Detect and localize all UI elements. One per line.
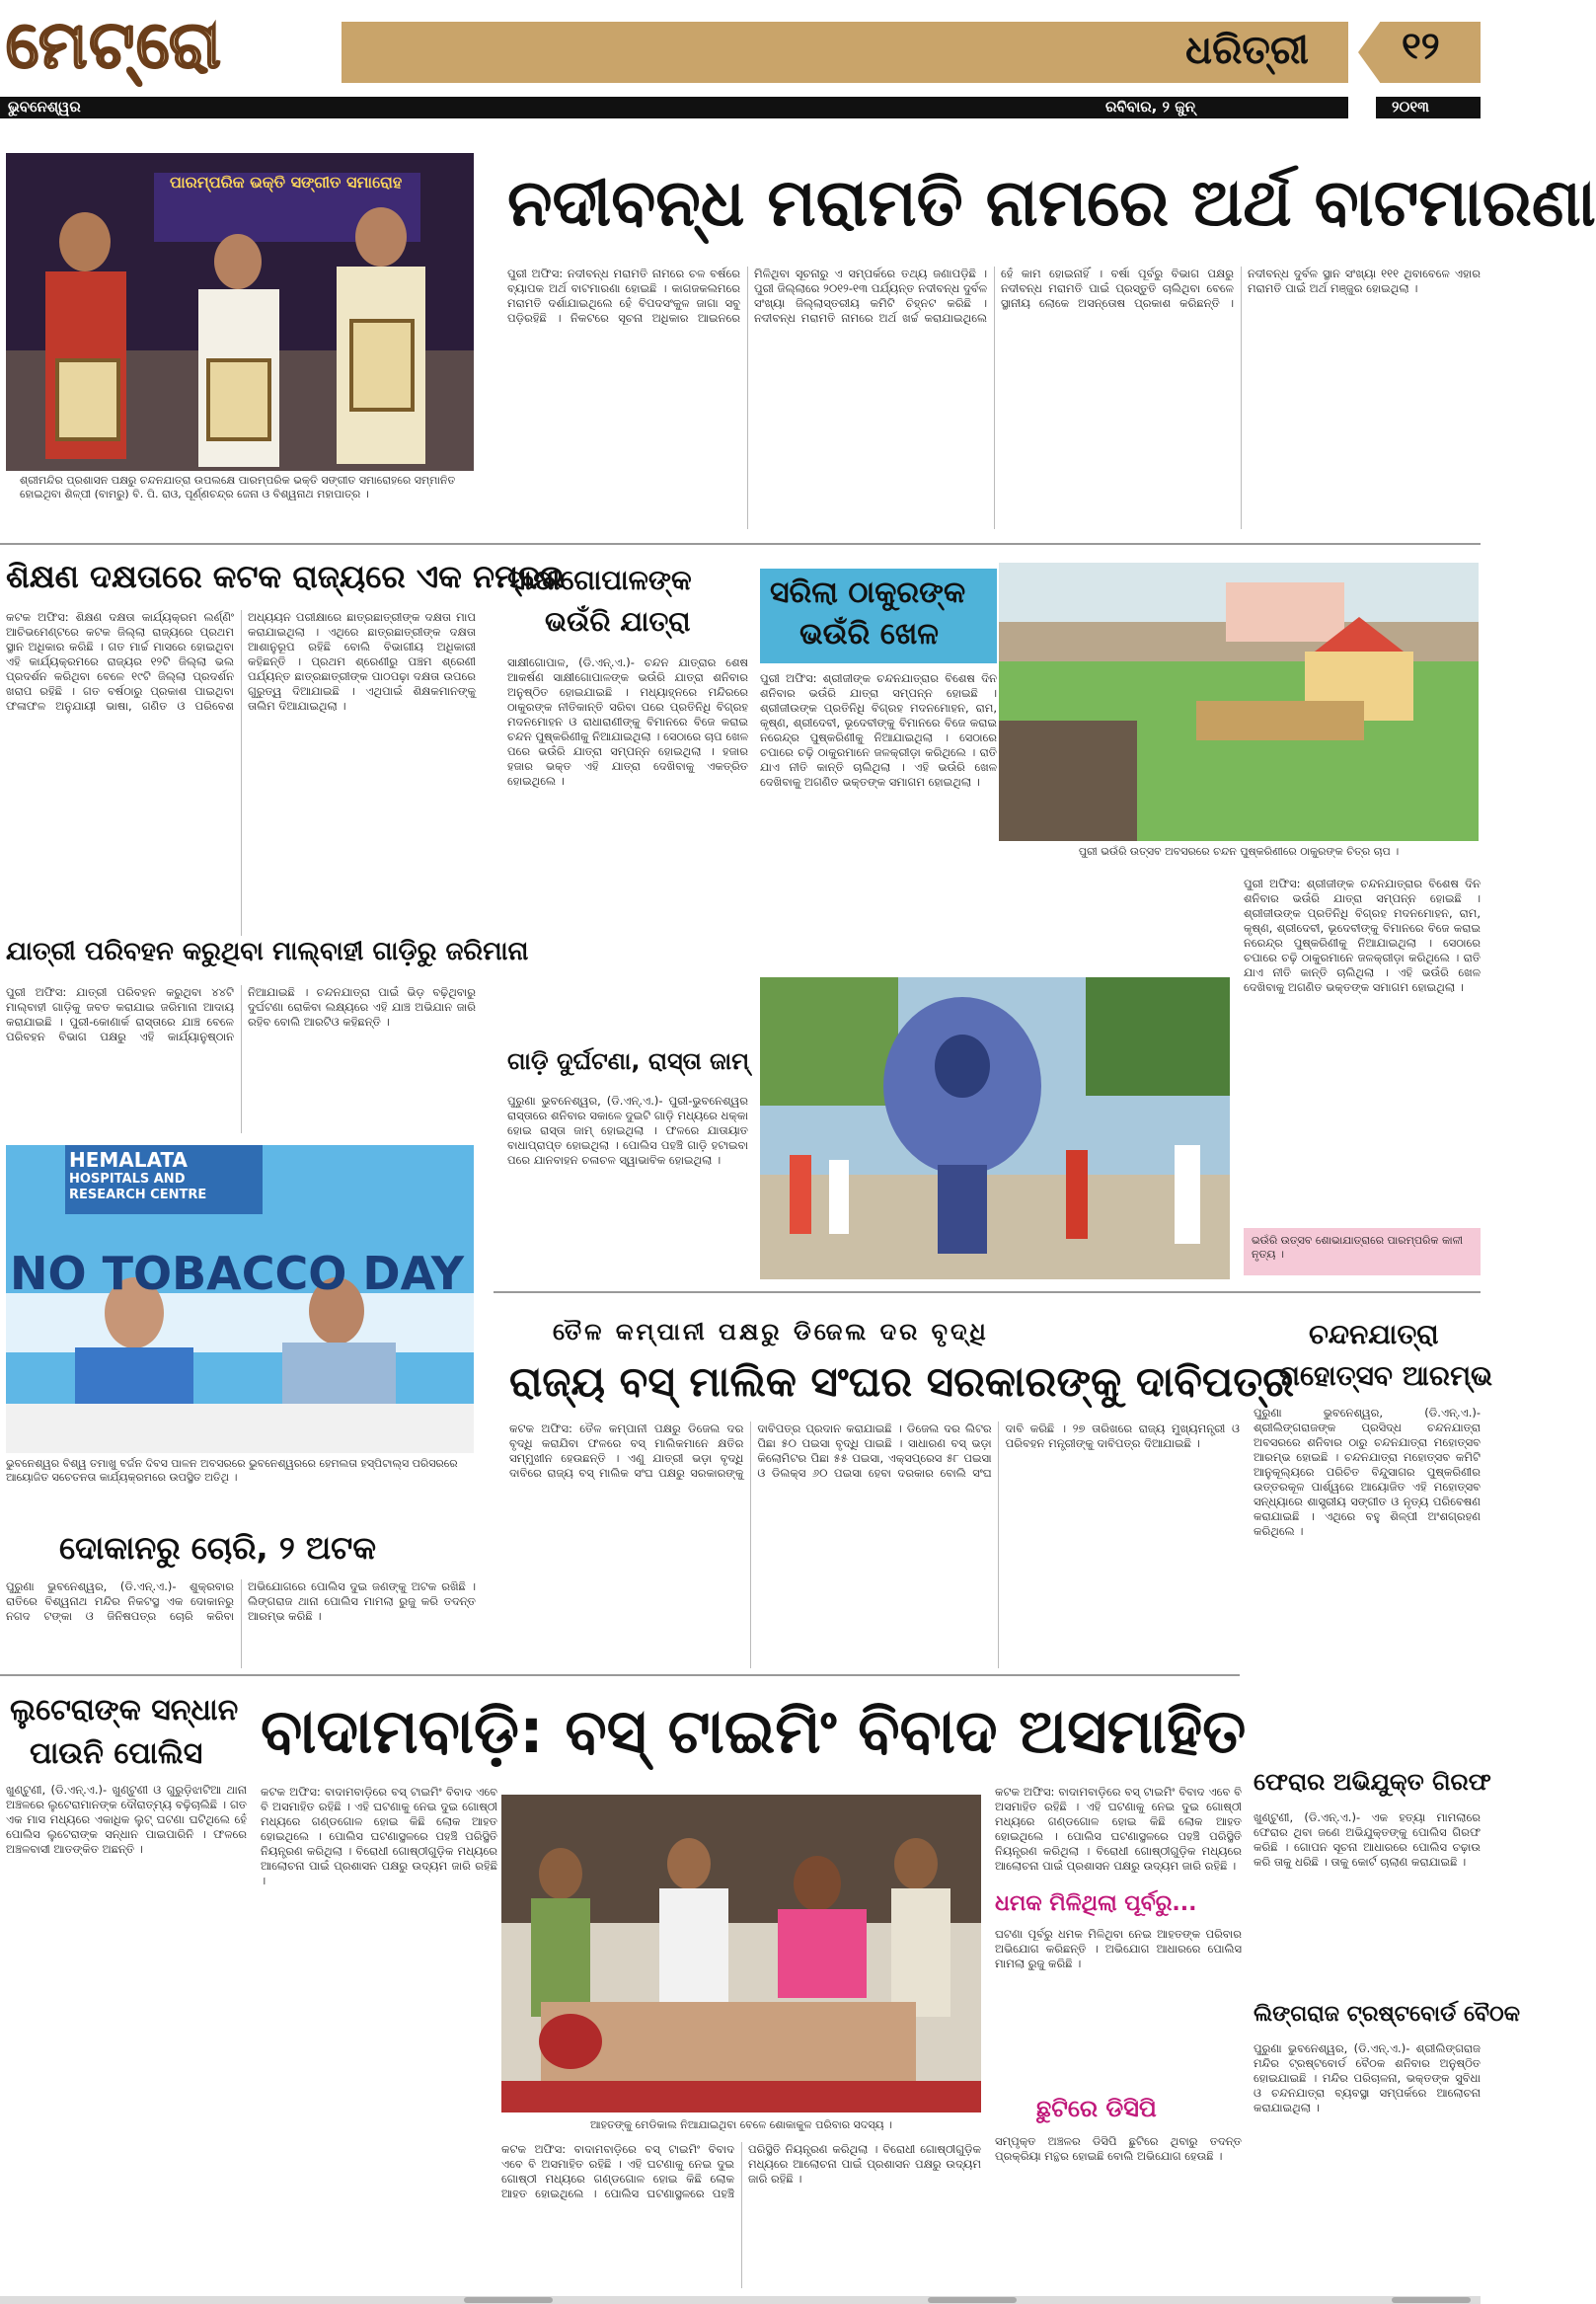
kali-dance-photo — [760, 977, 1230, 1279]
education-headline: ଶିକ୍ଷଣ ଦକ୍ଷତାରେ କଟକ ରାଜ୍ୟରେ ଏକ ନମ୍ବର — [6, 558, 565, 595]
lingaraj-body: ପୁରୁଣା ଭୁବନେଶ୍ୱର, (ଡି.ଏନ୍.ଏ.)- ଶ୍ରୀଲିଙ୍ଗରାଜ ମନ୍ଦିର ଟ୍ରଷ୍ଟବୋର୍ଡ ବୈଠକ ଶନିବାର ଅନୁଷ୍ଠିତ ହୋଇଯାଇଛି । ମନ୍ଦିର ପରିଚାଳନା, ଭକ୍ତଙ୍କ ସୁବିଧା ଓ ଚନ୍ଦନଯାତ୍ରା ବ୍ୟବସ୍ଥା ସମ୍ପର୍କରେ ଆଲୋଚନା କରାଯାଇଥିଲା । — [1254, 2041, 1481, 2114]
lead-photo-caption: ଶ୍ରୀମନ୍ଦିର ପ୍ରଶାସନ ପକ୍ଷରୁ ଚନ୍ଦନଯାତ୍ରା ଉପଲକ୍ଷେ ପାରମ୍ପରିକ ଭକ୍ତି ସଙ୍ଗୀତ ସମାରୋହରେ ସମ୍ମାନିତ ହୋଇଥିବା ଶିଳ୍ପୀ (ବାମରୁ) ବି. ପି. ରାଓ, ପୂର୍ଣ୍ଣଚନ୍ଦ୍ର ଜେନା ଓ ବିଶ୍ୱନାଥ ମହାପାତ୍ର । — [20, 474, 456, 500]
education-body: କଟକ ଅଫିସ: ଶିକ୍ଷଣ ଦକ୍ଷତା କାର୍ଯ୍ୟକ୍ରମ ଲର୍ଣ୍ଣିଂ ଆଚିଭମେଣ୍ଟରେ କଟକ ଜିଲ୍ଲା ରାଜ୍ୟରେ ପ୍ରଥମ ସ୍ଥାନ ଅଧିକାର କରିଛି । ଗତ ମାର୍ଚ୍ଚ ମାସରେ ହୋଇଥିବା ଏହି କାର୍ଯ୍ୟକ୍ରମରେ ରାଜ୍ୟର ୧୨ଟି ଜିଲ୍ଲା ଭଲ ପ୍ରଦର୍ଶନ କରିଥିବା ବେଳେ ୧୯ଟି ଜିଲ୍ଲା ପ୍ରଦର୍ଶନ ଖରାପ ରହିଛି । ଗତ ବର୍ଷଠାରୁ ପ୍ରକାଶ ପାଇଥିବା ଫଳାଫଳ ଅନୁଯାୟୀ ଭାଷା, ଗଣିତ ଓ ପରିବେଶ ଅଧ୍ୟୟନ ପରୀକ୍ଷାରେ ଛାତ୍ରଛାତ୍ରୀଙ୍କ ଦକ୍ଷତା ମାପ କରାଯାଇଥିଲା । ଏଥିରେ ଛାତ୍ରଛାତ୍ରୀଙ୍କ ଦକ୍ଷତା ଆଶାନୁରୂପ ରହିଛି ବୋଲି ବିଭାଗୀୟ ଅଧିକାରୀ କହିଛନ୍ତି । ପ୍ରଥମ ଶ୍ରେଣୀରୁ ପଞ୍ଚମ ଶ୍ରେଣୀ ପର୍ଯ୍ୟନ୍ତ ଛାତ୍ରଛାତ୍ରୀଙ୍କ ପାଠପଢ଼ା ଦକ୍ଷତା ଉପରେ ଗୁରୁତ୍ୱ ଦିଆଯାଇଛି । ଏଥିପାଇଁ ଶିକ୍ଷକମାନଙ୍କୁ ତାଲିମ ଦିଆଯାଇଥିଲା । — [6, 610, 476, 713]
badambadi-body: କଟକ ଅଫିସ: ବାଦାମବାଡ଼ିରେ ବସ୍ ଟାଇମିଂ ବିବାଦ ଏବେ ବି ଅସମାହିତ ରହିଛି । ଏହି ଘଟଣାକୁ ନେଇ ଦୁଇ ଗୋଷ୍ଠୀ ମଧ୍ୟରେ ଗଣ୍ଡଗୋଳ ହୋଇ କିଛି ଲୋକ ଆହତ ହୋଇଥିଲେ । ପୋଲିସ ଘଟଣାସ୍ଥଳରେ ପହଞ୍ଚି ପରିସ୍ଥିତି ନିୟନ୍ତ୍ରଣ କରିଥିଲା । ବିରୋଧୀ ଗୋଷ୍ଠୀଗୁଡ଼ିକ ମଧ୍ୟରେ ଆଲୋଚନା ପାଇଁ ପ୍ରଶାସନ ପକ୍ଷରୁ ଉଦ୍ୟମ ଜାରି ରହିଛି । — [261, 1785, 497, 1887]
page-number: ୧୨ — [1402, 24, 1440, 67]
sakhigopal-headline-2: ଭଉଁରି ଯାତ୍ରା — [545, 605, 691, 638]
newspaper-logo: ମେଟ୍ରୋ — [6, 6, 223, 83]
lingaraj-headline: ଲିଙ୍ଗରାଜ ଟ୍ରଷ୍ଟବୋର୍ଡ ବୈଠକ — [1254, 2002, 1520, 2027]
badambadi-dcp-body: ସମ୍ପୃକ୍ତ ଅଞ୍ଚଳର ଡିସିପି ଛୁଟିରେ ଥିବାରୁ ତଦନ୍ତ ପ୍ରକ୍ରିୟା ମନ୍ଥର ହୋଇଛି ବୋଲି ଅଭିଯୋଗ ହେଉଛି । — [995, 2134, 1242, 2163]
badambadi-body-right: କଟକ ଅଫିସ: ବାଦାମବାଡ଼ିରେ ବସ୍ ଟାଇମିଂ ବିବାଦ ଏବେ ବି ଅସମାହିତ ରହିଛି । ଏହି ଘଟଣାକୁ ନେଇ ଦୁଇ ଗୋଷ୍ଠୀ ମଧ୍ୟରେ ଗଣ୍ଡଗୋଳ ହୋଇ କିଛି ଲୋକ ଆହତ ହୋଇଥିଲେ । ପୋଲିସ ଘଟଣାସ୍ଥଳରେ ପହଞ୍ଚି ପରିସ୍ଥିତି ନିୟନ୍ତ୍ରଣ କରିଥିଲା । ବିରୋଧୀ ଗୋଷ୍ଠୀଗୁଡ଼ିକ ମଧ୍ୟରେ ଆଲୋଚନା ପାଇଁ ପ୍ରଶାସନ ପକ୍ଷରୁ ଉଦ୍ୟମ ଜାରି ରହିଛି । — [995, 1785, 1242, 1873]
scrollbar-thumb-1[interactable] — [464, 2297, 553, 2303]
injured-photo — [501, 1795, 981, 2112]
bus-headline: ରାଜ୍ୟ ବସ୍ ମାଲିକ ସଂଘର ସରକାରଙ୍କୁ ଦାବିପତ୍ର — [509, 1357, 1295, 1406]
horizontal-scrollbar[interactable] — [0, 2296, 1481, 2304]
masthead — [0, 0, 1481, 118]
pond-photo-caption: ପୁରୀ ଭଉଁରି ଉତ୍ସବ ଅବସରରେ ଚନ୍ଦନ ପୁଷ୍କରିଣୀରେ ଠାକୁରଙ୍କ ଚିତ୍ର ଚାପ । — [1078, 845, 1400, 858]
scrollbar-thumb-2[interactable] — [928, 2297, 1017, 2303]
fine-headline: ଯାତ୍ରୀ ପରିବହନ କରୁଥିବା ମାଲ୍‌ବାହୀ ଗାଡ଼ିରୁ ଜରିମାନା — [6, 937, 529, 966]
pond-festival-photo — [999, 563, 1479, 841]
dateline-date: ରବିବାର, ୨ ଜୁନ୍ — [1105, 98, 1195, 115]
badambadi-subhead-dcp: ଛୁଟିରେ ଡିସିପି — [1036, 2095, 1157, 2122]
hospital-subtitle-1: HOSPITALS AND — [69, 1172, 186, 1187]
chandan-headline-2: ମହୋତ୍ସବ ଆରମ୍ଭ — [1279, 1359, 1493, 1392]
theft-headline: ଦୋକାନରୁ ଚୋରି, ୨ ଅଟକ — [59, 1529, 376, 1567]
bus-body: କଟକ ଅଫିସ: ତୈଳ କମ୍ପାନୀ ପକ୍ଷରୁ ଡିଜେଲ ଦର ବୃଦ୍ଧି କରାଯିବା ଫଳରେ ବସ୍ ମାଲିକମାନେ କ୍ଷତିର ସମ୍ମୁଖୀନ ହେଉଛନ୍ତି । ଏଣୁ ଯାତ୍ରୀ ଭଡ଼ା ବୃଦ୍ଧି ଦାବିରେ ରାଜ୍ୟ ବସ୍ ମାଲିକ ସଂଘ ପକ୍ଷରୁ ସରକାରଙ୍କୁ ଦାବିପତ୍ର ପ୍ରଦାନ କରାଯାଇଛି । ଡିଜେଲ ଦର ଲିଟର ପିଛା ୫୦ ପଇସା ବୃଦ୍ଧି ପାଇଛି । ସାଧାରଣ ବସ୍ ଭଡ଼ା କିଲୋମିଟର ପିଛା ୫୫ ପଇସା, ଏକ୍ସପ୍ରେସ ୫୮ ପଇସା ଓ ଡିଲକ୍ସ ୬୦ ପଇସା ହେବା ଦରକାର ବୋଲି ସଂଘ ଦାବି କରିଛି । ୨୭ ତାରିଖରେ ରାଜ୍ୟ ମୁଖ୍ୟମନ୍ତ୍ରୀ ଓ ପରିବହନ ମନ୍ତ୍ରୀଙ୍କୁ ଦାବିପତ୍ର ଦିଆଯାଇଛି । — [509, 1421, 1240, 1480]
section-divider — [0, 543, 1481, 545]
sakhigopal-headline-1: ସାକ୍ଷୀଗୋପାଳଙ୍କ — [507, 564, 692, 596]
section-name: ଧରିତ୍ରୀ — [1185, 28, 1309, 73]
lead-body: ପୁରୀ ଅଫିସ: ନଦୀବନ୍ଧ ମରାମତି ନାମରେ ଚଳ ବର୍ଷରେ ବ୍ୟାପକ ଅର୍ଥ ବାଟମାରଣା ହୋଇଛି । କାଗଜକଲମରେ ମରାମତି ଦର୍ଶାଯାଇଥିଲେ ହେଁ ବିପଦସଂକୁଳ ଜାଗା ସବୁ ପଡ଼ିରହିଛି । ନିକଟରେ ସୂଚନା ଅଧିକାର ଆଇନରେ ମିଳିଥିବା ସୂଚନାରୁ ଏ ସମ୍ପର୍କରେ ତଥ୍ୟ ଜଣାପଡ଼ିଛି । ପୁରୀ ଜିଲ୍ଲାରେ ୨୦୧୨-୧୩ ପର୍ଯ୍ୟନ୍ତ ନଦୀବନ୍ଧ ଦୁର୍ବଳ ସଂଖ୍ୟା ଜିଲ୍ଲାସ୍ତରୀୟ କମିଟି ଚିହ୍ନଟ କରିଛି । ନଦୀବନ୍ଧ ମରାମତି ନାମରେ ଅର୍ଥ ଖର୍ଚ୍ଚ କରାଯାଇଥିଲେ ହେଁ କାମ ହୋଇନାହିଁ । ବର୍ଷା ପୂର୍ବରୁ ବିଭାଗ ପକ୍ଷରୁ ନଦୀବନ୍ଧ ମରାମତି ପାଇଁ ପ୍ରସ୍ତୁତି ଚାଲିଥିବା ବେଳେ ସ୍ଥାନୀୟ ଲୋକେ ଅସନ୍ତୋଷ ପ୍ରକାଶ କରିଛନ୍ତି । ନଦୀବନ୍ଧ ଦୁର୍ବଳ ସ୍ଥାନ ସଂଖ୍ୟା ୧୧୧ ଥିବାବେଳେ ଏହାର ମରାମତି ପାଇଁ ଅର୍ଥ ମଞ୍ଜୁର ହୋଇଥିଲା । — [507, 267, 1481, 325]
sarila-kicker-1: ସରିଲା ଠାକୁରଙ୍କ — [770, 576, 966, 610]
loot-headline-1: ଲୁଟେରାଙ୍କ ସନ୍ଧାନ — [10, 1693, 239, 1728]
accident-headline: ଗାଡ଼ି ଦୁର୍ଘଟଣା, ରାସ୍ତା ଜାମ୍ — [507, 1047, 750, 1075]
award-banner-text: ପାରମ୍ପରିକ ଭକ୍ତି ସଙ୍ଗୀତ ସମାରୋହ — [170, 173, 403, 192]
tobacco-photo-caption: ଭୁବନେଶ୍ୱର ବିଶ୍ୱ ତମାଖୁ ବର୍ଜନ ଦିବସ ପାଳନ ଅବସରରେ ଭୁବନେଶ୍ୱରରେ ହେମଲତା ହସ୍ପିଟାଲ୍ସ ପରିସରରେ ଆୟୋଜିତ ସଚେତନତା କାର୍ଯ୍ୟକ୍ରମରେ ଉପସ୍ଥିତ ଅତିଥି । — [6, 1457, 458, 1484]
lead-headline: ନଦୀବନ୍ଧ ମରାମତି ନାମରେ ଅର୍ଥ ବାଟମାରଣା — [507, 165, 1596, 241]
lead-photo-award — [6, 153, 474, 471]
section-band — [342, 22, 1348, 83]
bus-divider — [494, 1291, 1481, 1293]
kali-dance-caption: ଭଉଁରି ଉତ୍ସବ ଶୋଭାଯାତ୍ରାରେ ପାରମ୍ପରିକ କାଳୀ ନୃତ୍ୟ । — [1252, 1234, 1463, 1261]
chandan-headline-1: ଚନ୍ଦନଯାତ୍ରା — [1309, 1318, 1439, 1350]
badambadi-subhead-threat: ଧମକ ମିଳିଥିଲା ପୂର୍ବରୁ... — [995, 1891, 1197, 1916]
theft-body: ପୁରୁଣା ଭୁବନେଶ୍ୱର, (ଡି.ଏନ୍.ଏ.)- ଶୁକ୍ରବାର ରାତିରେ ବିଶ୍ୱନାଥ ମନ୍ଦିର ନିକଟସ୍ଥ ଏକ ଦୋକାନରୁ ନଗଦ ଟଙ୍କା ଓ ଜିନିଷପତ୍ର ଚୋରି କରିବା ଅଭିଯୋଗରେ ପୋଲିସ ଦୁଇ ଜଣଙ୍କୁ ଅଟକ ରଖିଛି । ଲିଙ୍ଗରାଜ ଥାନା ପୋଲିସ ମାମଲା ରୁଜୁ କରି ତଦନ୍ତ ଆରମ୍ଭ କରିଛି । — [6, 1579, 476, 1623]
sakhigopal-body: ସାକ୍ଷୀଗୋପାଳ, (ଡି.ଏନ୍.ଏ.)- ଚନ୍ଦନ ଯାତ୍ରାର ଶେଷ ଆକର୍ଷଣ ସାକ୍ଷୀଗୋପାଳଙ୍କ ଭଉଁରି ଯାତ୍ରା ଶନିବାର ଅନୁଷ୍ଠିତ ହୋଇଯାଇଛି । ମଧ୍ୟାହ୍ନରେ ମନ୍ଦିରରେ ଠାକୁରଙ୍କ ନୀତିକାନ୍ତି ସରିବା ପରେ ପ୍ରତିନିଧି ବିଗ୍ରହ ମଦନମୋହନ ଓ ରାଧାରାଣୀଙ୍କୁ ବିମାନରେ ବିଜେ କରାଇ ଚନ୍ଦନ ପୁଷ୍କରିଣୀକୁ ନିଆଯାଇଥିଲା । ସେଠାରେ ଚାପ ଖେଳ ପରେ ଭଉଁରି ଯାତ୍ରା ସମ୍ପନ୍ନ ହୋଇଥିଲା । ହଜାର ହଜାର ଭକ୍ତ ଏହି ଯାତ୍ରା ଦେଖିବାକୁ ଏକତ୍ରିତ ହୋଇଥିଲେ । — [507, 655, 748, 788]
injured-photo-caption: ଆହତଙ୍କୁ ମେଡିକାଲ ନିଆଯାଇଥିବା ବେଳେ ଶୋକାକୁଳ ପରିବାର ସଦସ୍ୟ । — [590, 2118, 892, 2131]
hospital-subtitle-2: RESEARCH CENTRE — [69, 1188, 207, 1202]
scrollbar-thumb-3[interactable] — [1392, 2297, 1471, 2303]
sarila-body-continued: ପୁରୀ ଅଫିସ: ଶ୍ରୀଜୀଙ୍କ ଚନ୍ଦନଯାତ୍ରାର ବିଶେଷ ଦିନ ଶନିବାର ଭଉଁରି ଯାତ୍ରା ସମ୍ପନ୍ନ ହୋଇଛି । ଶ୍ରୀଜୀଉଙ୍କ ପ୍ରତିନିଧି ବିଗ୍ରହ ମଦନମୋହନ, ରାମ, କୃଷ୍ଣ, ଶ୍ରୀଦେବୀ, ଭୂଦେବୀଙ୍କୁ ବିମାନରେ ବିଜେ କରାଇ ନରେନ୍ଦ୍ର ପୁଷ୍କରିଣୀକୁ ନିଆଯାଇଥିଲା । ସେଠାରେ ଚପାରେ ଚଢ଼ି ଠାକୁରମାନେ ଜଳକ୍ରୀଡ଼ା କରିଥିଲେ । ରାତି ଯାଏ ନୀତି କାନ୍ତି ଚାଲିଥିଲା । ଏହି ଭଉଁରି ଖେଳ ଦେଖିବାକୁ ଅଗଣିତ ଭକ୍ତଙ୍କ ସମାଗମ ହୋଇଥିଲା । — [1244, 877, 1481, 994]
ferar-headline: ଫେରାର ଅଭିଯୁକ୍ତ ଗିରଫ — [1254, 1768, 1491, 1796]
badambadi-body-lower: କଟକ ଅଫିସ: ବାଦାମବାଡ଼ିରେ ବସ୍ ଟାଇମିଂ ବିବାଦ ଏବେ ବି ଅସମାହିତ ରହିଛି । ଏହି ଘଟଣାକୁ ନେଇ ଦୁଇ ଗୋଷ୍ଠୀ ମଧ୍ୟରେ ଗଣ୍ଡଗୋଳ ହୋଇ କିଛି ଲୋକ ଆହତ ହୋଇଥିଲେ । ପୋଲିସ ଘଟଣାସ୍ଥଳରେ ପହଞ୍ଚି ପରିସ୍ଥିତି ନିୟନ୍ତ୍ରଣ କରିଥିଲା । ବିରୋଧୀ ଗୋଷ୍ଠୀଗୁଡ଼ିକ ମଧ୍ୟରେ ଆଲୋଚନା ପାଇଁ ପ୍ରଶାସନ ପକ୍ଷରୁ ଉଦ୍ୟମ ଜାରି ରହିଛି । — [501, 2142, 981, 2200]
sarila-kicker-2: ଭଉଁରି ଖେଳ — [799, 617, 939, 652]
dateline-city: ଭୁବନେଶ୍ୱର — [8, 98, 81, 115]
ferar-body: ଖୁଣ୍ଟୁଣୀ, (ଡି.ଏନ୍.ଏ.)- ଏକ ହତ୍ୟା ମାମଲାରେ ଫେରାର ଥିବା ଜଣେ ଅଭିଯୁକ୍ତଙ୍କୁ ପୋଲିସ ଗିରଫ କରିଛି । ଗୋପନ ସୂଚନା ଆଧାରରେ ପୋଲିସ ଚଢ଼ାଉ କରି ତାକୁ ଧରିଛି । ତାକୁ କୋର୍ଟ ଚାଲାଣ କରାଯାଇଛି । — [1254, 1810, 1481, 1869]
sarila-kicker-box — [760, 569, 997, 663]
kali-dance-caption-box — [1244, 1228, 1481, 1275]
tobacco-day-slogan: NO TOBACCO DAY — [10, 1247, 465, 1300]
badambadi-headline: ବାଦାମବାଡ଼ି: ବସ୍ ଟାଇମିଂ ବିବାଦ ଅସମାହିତ — [261, 1695, 1247, 1767]
hospital-name: HEMALATA — [69, 1148, 189, 1172]
dateline-year: ୨୦୧୩ — [1392, 98, 1429, 115]
bus-kicker: ତୈଳ କମ୍ପାନୀ ପକ୍ଷରୁ ଡିଜେଲ ଦର ବୃଦ୍ଧି — [553, 1318, 989, 1345]
accident-body: ପୁରୁଣା ଭୁବନେଶ୍ୱର, (ଡି.ଏନ୍.ଏ.)- ପୁରୀ-ଭୁବନେଶ୍ୱର ରାସ୍ତାରେ ଶନିବାର ସକାଳେ ଦୁଇଟି ଗାଡ଼ି ମଧ୍ୟରେ ଧକ୍କା ହୋଇ ରାସ୍ତା ଜାମ୍ ହୋଇଥିଲା । ଫଳରେ ଯାତାୟାତ ବାଧାପ୍ରାପ୍ତ ହୋଇଥିଲା । ପୋଲିସ ପହଞ୍ଚି ଗାଡ଼ି ହଟାଇବା ପରେ ଯାନବାହନ ଚଳାଚଳ ସ୍ୱାଭାବିକ ହୋଇଥିଲା । — [507, 1094, 748, 1167]
loot-body: ଖୁଣ୍ଟୁଣୀ, (ଡି.ଏନ୍.ଏ.)- ଖୁଣ୍ଟୁଣୀ ଓ ଗୁରୁଡ଼ିଝାଟିଆ ଥାନା ଅଞ୍ଚଳରେ ଲୁଟେରାମାନଙ୍କ ଦୌରାତ୍ମ୍ୟ ବଢ଼ିଚାଲିଛି । ଗତ ଏକ ମାସ ମଧ୍ୟରେ ଏକାଧିକ ଲୁଟ୍ ଘଟଣା ଘଟିଥିଲେ ହେଁ ପୋଲିସ ଲୁଟେରାଙ୍କ ସନ୍ଧାନ ପାଇପାରିନି । ଫଳରେ ଅଞ୍ଚଳବାସୀ ଆତଙ୍କିତ ଅଛନ୍ତି । — [6, 1783, 247, 1856]
lower-divider — [0, 1674, 1240, 1676]
sarila-body: ପୁରୀ ଅଫିସ: ଶ୍ରୀଜୀଙ୍କ ଚନ୍ଦନଯାତ୍ରାର ବିଶେଷ ଦିନ ଶନିବାର ଭଉଁରି ଯାତ୍ରା ସମ୍ପନ୍ନ ହୋଇଛି । ଶ୍ରୀଜୀଉଙ୍କ ପ୍ରତିନିଧି ବିଗ୍ରହ ମଦନମୋହନ, ରାମ, କୃଷ୍ଣ, ଶ୍ରୀଦେବୀ, ଭୂଦେବୀଙ୍କୁ ବିମାନରେ ବିଜେ କରାଇ ନରେନ୍ଦ୍ର ପୁଷ୍କରିଣୀକୁ ନିଆଯାଇଥିଲା । ସେଠାରେ ଚପାରେ ଚଢ଼ି ଠାକୁରମାନେ ଜଳକ୍ରୀଡ଼ା କରିଥିଲେ । ରାତି ଯାଏ ନୀତି କାନ୍ତି ଚାଲିଥିଲା । ଏହି ଭଉଁରି ଖେଳ ଦେଖିବାକୁ ଅଗଣିତ ଭକ୍ତଙ୍କ ସମାଗମ ହୋଇଥିଲା । — [760, 671, 997, 789]
fine-body: ପୁରୀ ଅଫିସ: ଯାତ୍ରୀ ପରିବହନ କରୁଥିବା ୪୪ଟି ମାଲ୍‌ବାହୀ ଗାଡ଼ିକୁ ଜବତ କରାଯାଇ ଜରିମାନା ଆଦାୟ କରାଯାଇଛି । ପୁରୀ-କୋଣାର୍କ ରାସ୍ତାରେ ଯାଞ୍ଚ ବେଳେ ପରିବହନ ବିଭାଗ ପକ୍ଷରୁ ଏହି କାର୍ଯ୍ୟାନୁଷ୍ଠାନ ନିଆଯାଇଛି । ଚନ୍ଦନଯାତ୍ରା ପାଇଁ ଭିଡ଼ ବଢ଼ିଥିବାରୁ ଦୁର୍ଘଟଣା ରୋକିବା ଲକ୍ଷ୍ୟରେ ଏହି ଯାଞ୍ଚ ଅଭିଯାନ ଜାରି ରହିବ ବୋଲି ଆରଟିଓ କହିଛନ୍ତି । — [6, 985, 476, 1043]
badambadi-threat-body: ଘଟଣା ପୂର୍ବରୁ ଧମକ ମିଳିଥିବା ନେଇ ଆହତଙ୍କ ପରିବାର ଅଭିଯୋଗ କରିଛନ୍ତି । ଅଭିଯୋଗ ଆଧାରରେ ପୋଲିସ ମାମଲା ରୁଜୁ କରିଛି । — [995, 1927, 1242, 1970]
chandan-body: ପୁରୁଣା ଭୁବନେଶ୍ୱର, (ଡି.ଏନ୍.ଏ.)- ଶ୍ରୀଲିଙ୍ଗରାଜଙ୍କ ପ୍ରସିଦ୍ଧ ଚନ୍ଦନଯାତ୍ରା ଅବସରରେ ଶନିବାର ଠାରୁ ଚନ୍ଦନଯାତ୍ରା ମହୋତ୍ସବ ଆରମ୍ଭ ହୋଇଛି । ଚନ୍ଦନଯାତ୍ରା ମହୋତ୍ସବ କମିଟି ଆନୁକୂଲ୍ୟରେ ପରିଚିତ ବିନ୍ଦୁସାଗର ପୁଷ୍କରିଣୀର ଉତ୍ତରକୂଳ ପାର୍ଶ୍ୱରେ ଆୟୋଜିତ ଏହି ମହୋତ୍ସବ ସନ୍ଧ୍ୟାରେ ଶାସ୍ତ୍ରୀୟ ସଙ୍ଗୀତ ଓ ନୃତ୍ୟ ପରିବେଷଣ କରାଯାଇଛି । ଏଥିରେ ବହୁ ଶିଳ୍ପୀ ଅଂଶଗ୍ରହଣ କରିଥିଲେ । — [1254, 1406, 1481, 1538]
loot-headline-2: ପାଉନି ପୋଲିସ — [30, 1736, 203, 1771]
